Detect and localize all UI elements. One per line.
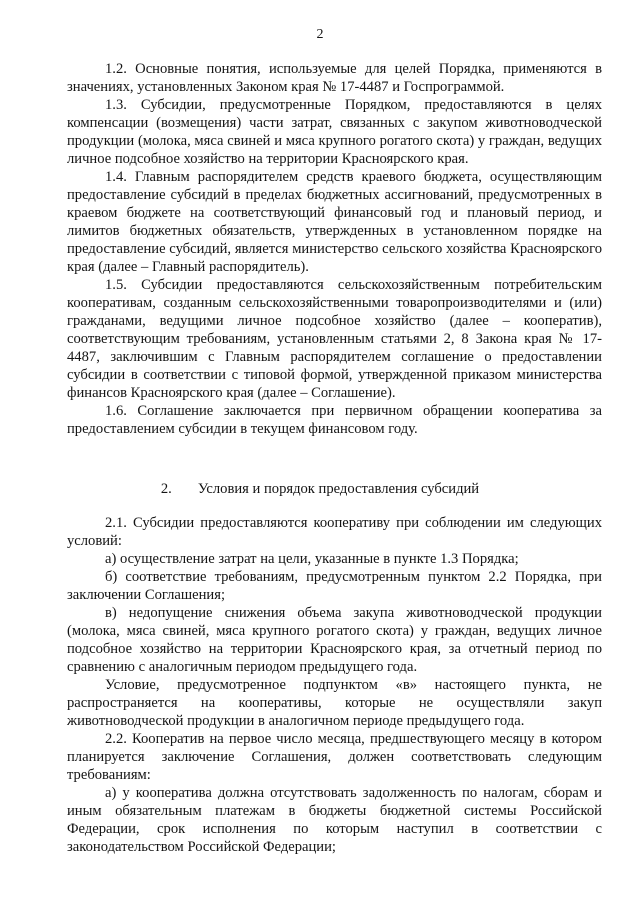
section-2-number: 2.: [160, 481, 172, 497]
page-number: 2: [316, 27, 324, 42]
clause-2-1: 2.1. Субсидии предоставляются кооперативу при соблюдении им следующих условий:: [67, 515, 602, 549]
section-2-heading: [0, 480, 640, 498]
section-2-title: Условия и порядок предоставления субсидий: [197, 481, 480, 497]
clause-2-2-a: а) у кооператива должна отсутствовать задолженность по налогам, сборам и иным обязательным платежам в бюджеты бюджетной системы Российской Федерации, срок исполнения по которым наступил в соответствии с законодательством Российской Федерации;: [67, 785, 602, 855]
clause-1-5: 1.5. Субсидии предоставляются сельскохозяйственным потребительским кооперативам, созданным сельскохозяйственными товаропроизводителями и (или) гражданами, ведущими личное подсобное хозяйство (далее – кооператив), соответствующим требованиям, установленным статьями 2, 8 Закона края № 17-4487, заключившим с Главным распорядителем соглашение о предоставлении субсидии в соответствии с типовой формой, утвержденной приказом министерства финансов Красноярского края (далее – Соглашение).: [67, 277, 602, 401]
clause-1-4: 1.4. Главным распорядителем средств краевого бюджета, осуществляющим предоставление субсидий в пределах бюджетных ассигнований, предусмотренных в краевом бюджете на соответствующий финансовый год и плановый период, и лимитов бюджетных обязательств, утвержденных в установленном порядке на предоставление субсидий, является министерство сельского хозяйства Красноярского края (далее – Главный распорядитель).: [67, 169, 602, 275]
clauses-section-2: [67, 514, 602, 856]
clauses-section-1: [67, 60, 602, 438]
clause-2-1-note: Условие, предусмотренное подпунктом «в» настоящего пункта, не распространяется на кооперативы, которые не осуществляли закуп животноводческой продукции в аналогичном периоде предыдущего года.: [67, 677, 602, 729]
clause-2-1-b: б) соответствие требованиям, предусмотренным пунктом 2.2 Порядка, при заключении Соглашения;: [67, 569, 602, 603]
clause-1-2: 1.2. Основные понятия, используемые для целей Порядка, применяются в значениях, установленных Законом края № 17-4487 и Госпрограммой.: [67, 61, 602, 95]
clause-2-2: 2.2. Кооператив на первое число месяца, предшествующего месяцу в котором планируется заключение Соглашения, должен соответствовать следующим требованиям:: [67, 731, 602, 783]
clause-2-1-c: в) недопущение снижения объема закупа животноводческой продукции (молока, мяса свиней, мяса крупного рогатого скота) у граждан, ведущих личное подсобное хозяйство на территории Красноярского края, за отчетный период по сравнению с аналогичным периодом предыдущего года.: [67, 605, 602, 675]
clause-2-1-a: а) осуществление затрат на цели, указанные в пункте 1.3 Порядка;: [105, 551, 519, 567]
clause-1-6: 1.6. Соглашение заключается при первичном обращении кооператива за предоставлением субсидии в текущем финансовом году.: [67, 403, 602, 437]
clause-1-3: 1.3. Субсидии, предусмотренные Порядком, предоставляются в целях компенсации (возмещения) части затрат, связанных с закупом животноводческой продукции (молока, мяса свиней и мяса крупного рогатого скота) у граждан, ведущих личное подсобное хозяйство на территории Красноярского края.: [67, 97, 602, 167]
